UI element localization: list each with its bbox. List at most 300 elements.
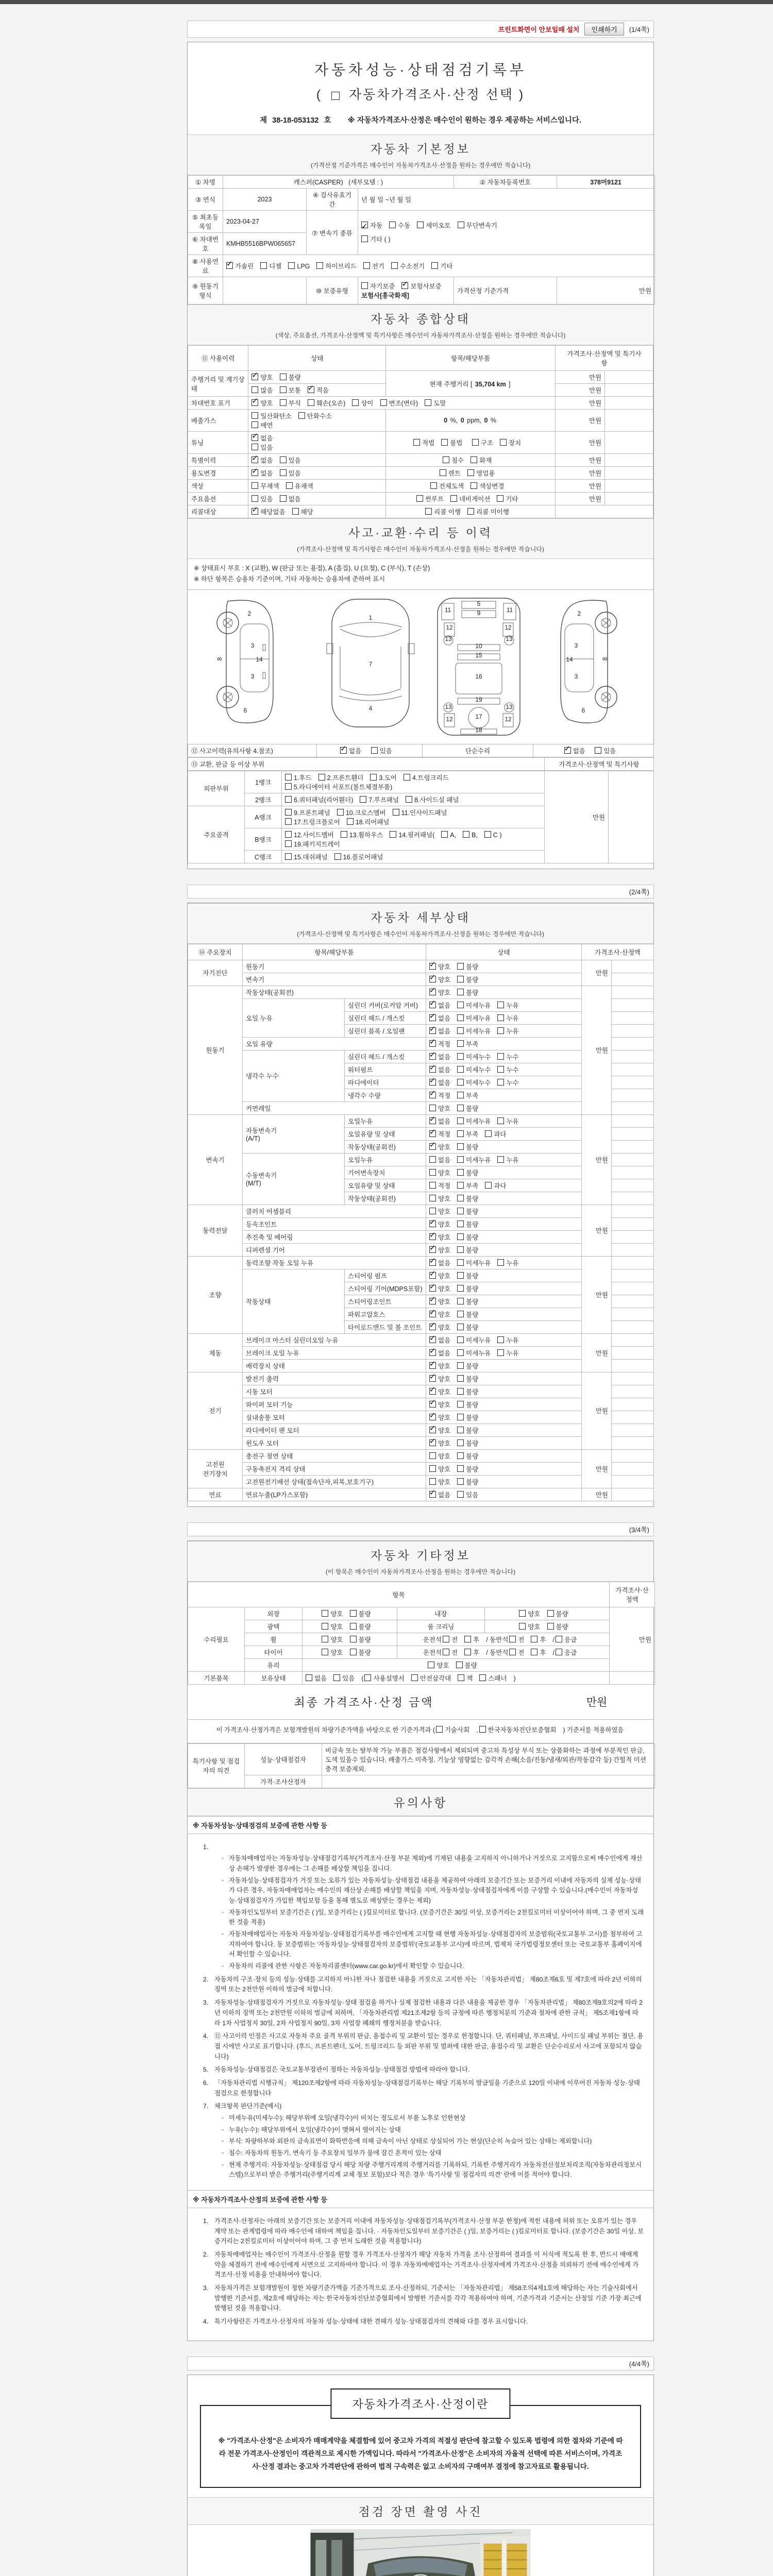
table-row: [188, 960, 654, 973]
checkbox[interactable]: [286, 482, 293, 489]
checkbox[interactable]: [308, 386, 314, 393]
checkbox-option: [251, 398, 273, 408]
checkbox[interactable]: [288, 262, 295, 269]
checkbox-label: 양호: [438, 1105, 451, 1112]
checkbox-label: 없음: [438, 1336, 451, 1344]
checkbox-option: [429, 1142, 450, 1151]
checkbox[interactable]: [280, 386, 287, 393]
table-cell: 만원: [582, 986, 612, 1114]
checkbox-label: 장치: [509, 439, 522, 447]
table-cell: [426, 1372, 582, 1385]
checkbox-option: [429, 1116, 450, 1126]
checkbox[interactable]: [509, 1649, 516, 1655]
checkbox[interactable]: [417, 222, 424, 228]
checkbox[interactable]: [457, 1169, 464, 1176]
checkbox[interactable]: [457, 1014, 464, 1021]
checkbox[interactable]: [457, 1079, 464, 1086]
caution-item: 5. 자동차성능·상태점검은 국토교통부장관이 정하는 자동차성능·상태점검 방법에 따라야 합니다.: [203, 2066, 470, 2074]
checkbox-option: [457, 1129, 478, 1139]
checkbox-label: 미세누유: [466, 1156, 491, 1164]
checkbox[interactable]: [308, 399, 314, 406]
checkbox[interactable]: [292, 508, 299, 515]
checkbox[interactable]: [350, 1610, 357, 1617]
checkbox[interactable]: [429, 1117, 436, 1124]
checkbox[interactable]: [413, 439, 420, 446]
checkbox[interactable]: [429, 1414, 436, 1420]
checkbox[interactable]: [429, 1079, 436, 1086]
table-cell: 전기: [188, 1372, 243, 1449]
checkbox[interactable]: [226, 262, 233, 269]
checkbox[interactable]: [363, 262, 370, 269]
checkbox[interactable]: [595, 747, 601, 754]
checkbox[interactable]: [285, 853, 292, 860]
checkbox[interactable]: [429, 1285, 436, 1292]
checkbox[interactable]: [316, 262, 323, 269]
checkbox[interactable]: [380, 399, 387, 406]
checkbox[interactable]: [443, 456, 449, 463]
checkbox[interactable]: [497, 1349, 504, 1356]
checkbox[interactable]: [429, 1130, 436, 1137]
table-row: [188, 493, 653, 505]
checkbox[interactable]: [280, 374, 287, 380]
checkbox[interactable]: [497, 495, 503, 502]
checkbox[interactable]: [457, 1053, 464, 1060]
text-token: [368, 748, 369, 755]
checkbox[interactable]: [251, 374, 258, 380]
checkbox-label: 상이: [361, 400, 374, 407]
table-cell: [612, 1462, 654, 1475]
checkbox[interactable]: [251, 386, 258, 393]
checkbox[interactable]: [322, 1636, 328, 1642]
checkbox[interactable]: [519, 1610, 526, 1617]
checkbox-option: [429, 1335, 450, 1345]
checkbox[interactable]: [251, 421, 258, 428]
checkbox[interactable]: [443, 1649, 449, 1655]
checkbox[interactable]: [457, 1208, 464, 1214]
checkbox[interactable]: [334, 853, 341, 860]
table-cell: [426, 1282, 582, 1295]
checkbox[interactable]: [457, 1336, 464, 1343]
checkbox-label: 누유: [506, 1117, 519, 1125]
checkbox[interactable]: [556, 1636, 562, 1642]
table-cell: [282, 793, 545, 806]
checkbox[interactable]: [285, 831, 292, 838]
checkbox[interactable]: [306, 1674, 312, 1681]
print-button[interactable]: 인쇄하기: [584, 23, 624, 36]
checkbox[interactable]: [251, 469, 258, 476]
checkbox[interactable]: [467, 508, 474, 515]
checkbox[interactable]: [429, 1195, 436, 1201]
checkbox[interactable]: [429, 1349, 436, 1356]
panel-number: 1: [368, 614, 373, 621]
checkbox[interactable]: [251, 412, 258, 419]
checkbox[interactable]: [456, 1662, 463, 1668]
checkbox[interactable]: [457, 1465, 464, 1472]
checkbox[interactable]: [280, 399, 287, 406]
checkbox[interactable]: [497, 1014, 504, 1021]
checkbox[interactable]: [429, 1375, 436, 1382]
checkbox[interactable]: [361, 282, 368, 289]
checkbox[interactable]: [479, 1674, 486, 1681]
checkbox[interactable]: [361, 235, 368, 242]
checkbox[interactable]: [285, 783, 292, 790]
checkbox-label: 미세누수: [466, 1053, 491, 1061]
checkbox[interactable]: [429, 1066, 436, 1073]
table-cell: [612, 1333, 654, 1346]
checkbox[interactable]: [458, 1674, 464, 1681]
checkbox[interactable]: [457, 1272, 464, 1279]
checkbox-label: 도말: [433, 400, 446, 407]
checkbox[interactable]: [531, 1636, 537, 1642]
checkbox[interactable]: [361, 222, 368, 228]
checkbox[interactable]: [464, 1649, 471, 1655]
checkbox[interactable]: [429, 1014, 436, 1021]
checkbox[interactable]: [429, 1105, 436, 1111]
checkbox-label: 전: [518, 1636, 525, 1643]
checkbox-label: 많음: [260, 387, 273, 394]
checkbox[interactable]: [340, 747, 347, 754]
checkbox[interactable]: [370, 774, 377, 781]
checkbox[interactable]: [416, 495, 423, 502]
checkbox-option: [429, 1310, 450, 1319]
checkbox[interactable]: [280, 469, 287, 476]
checkbox[interactable]: [350, 1623, 357, 1630]
panel-number: 12: [505, 623, 512, 631]
checkbox[interactable]: [401, 282, 408, 289]
checkbox-option: [350, 1648, 371, 1657]
checkbox[interactable]: [429, 1324, 436, 1330]
checkbox[interactable]: [429, 1156, 436, 1163]
checkbox[interactable]: [450, 495, 457, 502]
checkbox-option: [457, 1116, 491, 1126]
checkbox[interactable]: [457, 1130, 464, 1137]
checkbox[interactable]: [429, 1401, 436, 1408]
checkbox[interactable]: [436, 1726, 443, 1733]
checkbox[interactable]: [457, 1491, 464, 1498]
checkbox[interactable]: [260, 262, 267, 269]
checkbox[interactable]: [467, 469, 474, 476]
checkbox[interactable]: [428, 1662, 434, 1668]
table-row: [188, 432, 653, 454]
checkbox[interactable]: [457, 976, 464, 982]
checkbox[interactable]: [430, 482, 437, 489]
checkbox[interactable]: [251, 508, 258, 515]
checkbox[interactable]: [285, 809, 292, 816]
checkbox[interactable]: [429, 1491, 436, 1498]
checkbox-label: 있음: [379, 747, 392, 755]
checkbox[interactable]: [457, 1311, 464, 1317]
checkbox[interactable]: [322, 1623, 328, 1630]
checkbox[interactable]: [463, 831, 469, 838]
checkbox[interactable]: [497, 1336, 504, 1343]
checkbox-option: [416, 494, 444, 503]
checkbox[interactable]: [457, 1375, 464, 1382]
checkbox[interactable]: [429, 1040, 436, 1047]
caution-bullet: ◦ 자동차매매업자는 자동차 자동차성능·상태점검기록부를 매수인에게 고지할 때 현행 자동차성능·상태점검자의 보증범위(국토교통부 고시)를 첨부하여 고지하여야 합니다. 동 보증범위는 '자동차성능·상태점검자의 보증범위'(국토교통부 고시)에 따르며, 법제처 국가법령정보센터 또는 국토교통부 홈페이지에서 확인할 수 있습니다.: [222, 1930, 643, 1958]
checkbox[interactable]: [484, 831, 491, 838]
table-row: [188, 744, 654, 757]
checkbox[interactable]: [470, 456, 477, 463]
checkbox[interactable]: [360, 796, 366, 803]
checkbox-option: [285, 782, 392, 791]
checkbox[interactable]: [457, 1388, 464, 1395]
checkbox[interactable]: [429, 1208, 436, 1214]
checkbox[interactable]: [337, 809, 344, 816]
checkbox-label: 양호: [438, 976, 451, 984]
checkbox[interactable]: [457, 1349, 464, 1356]
checkbox-option: [564, 746, 585, 755]
checkbox-option: [457, 1310, 478, 1319]
checkbox[interactable]: [280, 456, 287, 463]
checkbox[interactable]: [457, 1478, 464, 1485]
checkbox[interactable]: [457, 1427, 464, 1433]
checkbox[interactable]: [429, 989, 436, 995]
checkbox[interactable]: [404, 774, 410, 781]
pricing-definition-box: [200, 2397, 641, 2488]
checkbox[interactable]: [333, 1674, 340, 1681]
checkbox[interactable]: [457, 1066, 464, 1073]
table-cell: 휠: [245, 1633, 303, 1646]
checkbox[interactable]: [457, 1195, 464, 1201]
checkbox[interactable]: [519, 1623, 526, 1630]
checkbox[interactable]: [429, 976, 436, 982]
checkbox[interactable]: [347, 818, 354, 825]
checkbox[interactable]: [371, 747, 378, 754]
checkbox[interactable]: [509, 1636, 516, 1642]
checkbox-option: [429, 1490, 450, 1499]
checkbox[interactable]: [350, 1636, 357, 1642]
checkbox[interactable]: [457, 1362, 464, 1369]
checkbox[interactable]: [352, 399, 359, 406]
checkbox[interactable]: [441, 439, 448, 446]
checkbox[interactable]: [497, 1117, 504, 1124]
checkbox[interactable]: [431, 262, 438, 269]
table-cell: 스티어링 펌프: [345, 1269, 426, 1282]
checkbox-option: [292, 507, 313, 516]
checkbox[interactable]: [497, 1002, 504, 1008]
checkbox[interactable]: [429, 1465, 436, 1472]
section-detail-state: 자동차 세부상태 (가격조사·산정액 및 특기사항은 매수인이 자동차가격조사·산정을 원하는 경우에만 적습니다): [188, 903, 653, 944]
table-cell: [612, 1423, 654, 1436]
checkbox[interactable]: [457, 1221, 464, 1227]
checkbox-label: 과다: [494, 1182, 507, 1190]
checkbox[interactable]: [429, 963, 436, 970]
checkbox[interactable]: [457, 1027, 464, 1034]
checkbox[interactable]: [429, 1027, 436, 1034]
checkbox-option: [340, 746, 361, 755]
table-cell: 기본품목: [188, 1671, 245, 1684]
checkbox[interactable]: [472, 439, 479, 446]
table-cell: [612, 1037, 654, 1050]
checkbox[interactable]: [443, 1636, 449, 1642]
table-cell: [612, 1179, 654, 1192]
checkbox[interactable]: [479, 1726, 486, 1733]
checkbox[interactable]: [350, 1649, 357, 1655]
document-number-line: 제 38-18-053132 호 ※ 자동차가격조사·산정은 매수인이 원하는 경우 제공하는 서비스입니다.: [260, 116, 581, 125]
checkbox[interactable]: [497, 1156, 504, 1163]
table-cell: 차대번호 표기: [188, 397, 248, 410]
checkbox-option: [497, 1013, 518, 1023]
checkbox[interactable]: [457, 1259, 464, 1266]
checkbox[interactable]: [393, 809, 399, 816]
checkbox[interactable]: [497, 1053, 504, 1060]
table-cell: [612, 1256, 654, 1269]
checkbox[interactable]: [429, 1427, 436, 1433]
checkbox[interactable]: [280, 495, 287, 502]
checkbox[interactable]: [425, 508, 432, 515]
checkbox[interactable]: [429, 1169, 436, 1176]
checkbox-option: [364, 1673, 404, 1683]
checkbox[interactable]: [406, 796, 412, 803]
checkbox[interactable]: [564, 747, 571, 754]
checkbox[interactable]: [547, 1623, 554, 1630]
checkbox[interactable]: [464, 1636, 471, 1642]
checkbox[interactable]: [457, 1233, 464, 1240]
checkbox[interactable]: [458, 222, 464, 228]
checkbox[interactable]: [425, 399, 431, 406]
checkbox[interactable]: [500, 439, 507, 446]
checkbox[interactable]: [457, 1414, 464, 1420]
checkbox[interactable]: [364, 1674, 371, 1681]
checkbox[interactable]: [251, 399, 258, 406]
checkbox-label: 양호: [438, 1478, 451, 1486]
text-token: 0: [444, 417, 448, 424]
service-note: ※ 자동차가격조사·산정은 매수인이 원하는 경우 제공하는 서비스입니다.: [347, 116, 581, 125]
checkbox[interactable]: [457, 1156, 464, 1163]
table-cell: 라디에이터: [345, 1076, 426, 1089]
checkbox[interactable]: [429, 1233, 436, 1240]
panel-number: 2: [577, 609, 581, 617]
checkbox[interactable]: [470, 482, 477, 489]
checkbox-option: [280, 494, 301, 503]
checkbox[interactable]: [457, 1452, 464, 1459]
checkbox[interactable]: [251, 482, 258, 489]
checkbox[interactable]: [429, 1143, 436, 1150]
checkbox[interactable]: [531, 1649, 537, 1655]
checkbox[interactable]: [457, 1439, 464, 1446]
checkbox[interactable]: [389, 222, 396, 228]
checkbox[interactable]: [341, 831, 347, 838]
checkbox[interactable]: [251, 434, 258, 441]
checkbox[interactable]: [429, 1272, 436, 1279]
checkbox[interactable]: [298, 412, 305, 419]
checkbox[interactable]: [429, 1246, 436, 1253]
checkbox-option: [457, 1232, 478, 1242]
checkbox[interactable]: [285, 818, 292, 825]
checkbox[interactable]: [485, 1130, 492, 1137]
checkbox[interactable]: [457, 1117, 464, 1124]
checkbox[interactable]: [556, 1649, 562, 1655]
text-token: %: [489, 417, 496, 424]
checkbox[interactable]: [457, 1092, 464, 1098]
checkbox[interactable]: [429, 1311, 436, 1317]
checkbox[interactable]: [251, 495, 258, 502]
checkbox[interactable]: [457, 1040, 464, 1047]
checkbox[interactable]: [457, 1002, 464, 1008]
checkbox[interactable]: [457, 1105, 464, 1111]
checkbox[interactable]: [429, 1388, 436, 1395]
table-cell: 등속조인트: [243, 1217, 426, 1230]
checkbox[interactable]: [318, 774, 325, 781]
table-cell: ⑫ 사고이력(유의사항 4.참조): [188, 744, 317, 757]
checkbox[interactable]: [457, 1143, 464, 1150]
checkbox[interactable]: [497, 1027, 504, 1034]
checkbox[interactable]: [429, 1092, 436, 1098]
checkbox[interactable]: [457, 1401, 464, 1408]
checkbox-option: [370, 773, 397, 782]
checkbox-option: [440, 468, 461, 478]
table-cell: 냉각수 수량: [345, 1089, 426, 1101]
checkbox[interactable]: [440, 469, 446, 476]
checkbox[interactable]: [251, 444, 258, 450]
checkbox[interactable]: [457, 989, 464, 995]
table-cell: [612, 1127, 654, 1140]
checkbox[interactable]: [285, 796, 292, 803]
checkbox-option: [429, 1348, 450, 1358]
table-cell: 고전원전기배선 상태(접속단자,피복,보호기구): [243, 1475, 426, 1488]
checkbox[interactable]: [322, 1649, 328, 1655]
price-select-checkbox[interactable]: [331, 92, 340, 100]
checkbox[interactable]: [429, 1053, 436, 1060]
checkbox-label: 양호: [438, 1414, 451, 1421]
table-cell: [612, 1243, 654, 1256]
checkbox[interactable]: [457, 1298, 464, 1304]
checkbox[interactable]: [429, 1221, 436, 1227]
checkbox[interactable]: [391, 262, 398, 269]
checkbox[interactable]: [457, 1246, 464, 1253]
checkbox[interactable]: [285, 840, 292, 847]
checkbox[interactable]: [429, 1259, 436, 1266]
checkbox[interactable]: [429, 1298, 436, 1304]
checkbox-option: [456, 1660, 477, 1670]
checkbox[interactable]: [429, 1439, 436, 1446]
checkbox[interactable]: [285, 774, 292, 781]
panel-number: 3: [250, 641, 255, 649]
checkbox[interactable]: [497, 1079, 504, 1086]
checkbox-option: [457, 1013, 491, 1023]
checkbox-label: 리콜 미이행: [476, 509, 509, 516]
checkbox[interactable]: [457, 963, 464, 970]
checkbox[interactable]: [497, 1259, 504, 1266]
checkbox[interactable]: [429, 1182, 436, 1189]
checkbox[interactable]: [441, 831, 448, 838]
checkbox[interactable]: [429, 1362, 436, 1369]
checkbox[interactable]: [390, 831, 396, 838]
checkbox[interactable]: [429, 1336, 436, 1343]
checkbox[interactable]: [251, 456, 258, 463]
checkbox[interactable]: [457, 1324, 464, 1330]
checkbox-label: 불법: [450, 439, 463, 447]
checkbox[interactable]: [457, 1285, 464, 1292]
checkbox[interactable]: [411, 1674, 418, 1681]
checkbox[interactable]: [429, 1002, 436, 1008]
checkbox[interactable]: [497, 1066, 504, 1073]
checkbox-option: [457, 1155, 491, 1164]
checkbox-label: 기타: [440, 263, 453, 270]
checkbox[interactable]: [457, 1182, 464, 1189]
checkbox[interactable]: [547, 1610, 554, 1617]
table-row: [188, 1372, 654, 1385]
checkbox[interactable]: [322, 1610, 328, 1617]
checkbox[interactable]: [429, 1478, 436, 1485]
checkbox[interactable]: [485, 1182, 492, 1189]
checkbox-option: [430, 481, 464, 490]
checkbox[interactable]: [429, 1452, 436, 1459]
table-cell: [426, 1024, 582, 1037]
pricing-definition-text: ※ "가격조사·산정"은 소비자가 매매계약을 체결함에 있어 중고차 가격의 적절성 판단에 참고할 수 있도록 법령에 의한 절차와 기준에 따라 전문 가격조사·산정인이 객관적으로 제시한 가액입니다. 따라서 "가격조사·산정"은 소비자의 자율적 선택에 따른 서비스이며, 가격조사·산정 결과는 중고차 가격판단에 관하여 법적 구속력은 없고 소비자의 구매여부 결정에 참고자료로 활용됩니다.: [218, 2436, 623, 2470]
checkbox-option: [429, 1168, 450, 1177]
checkbox-option: [467, 468, 495, 478]
